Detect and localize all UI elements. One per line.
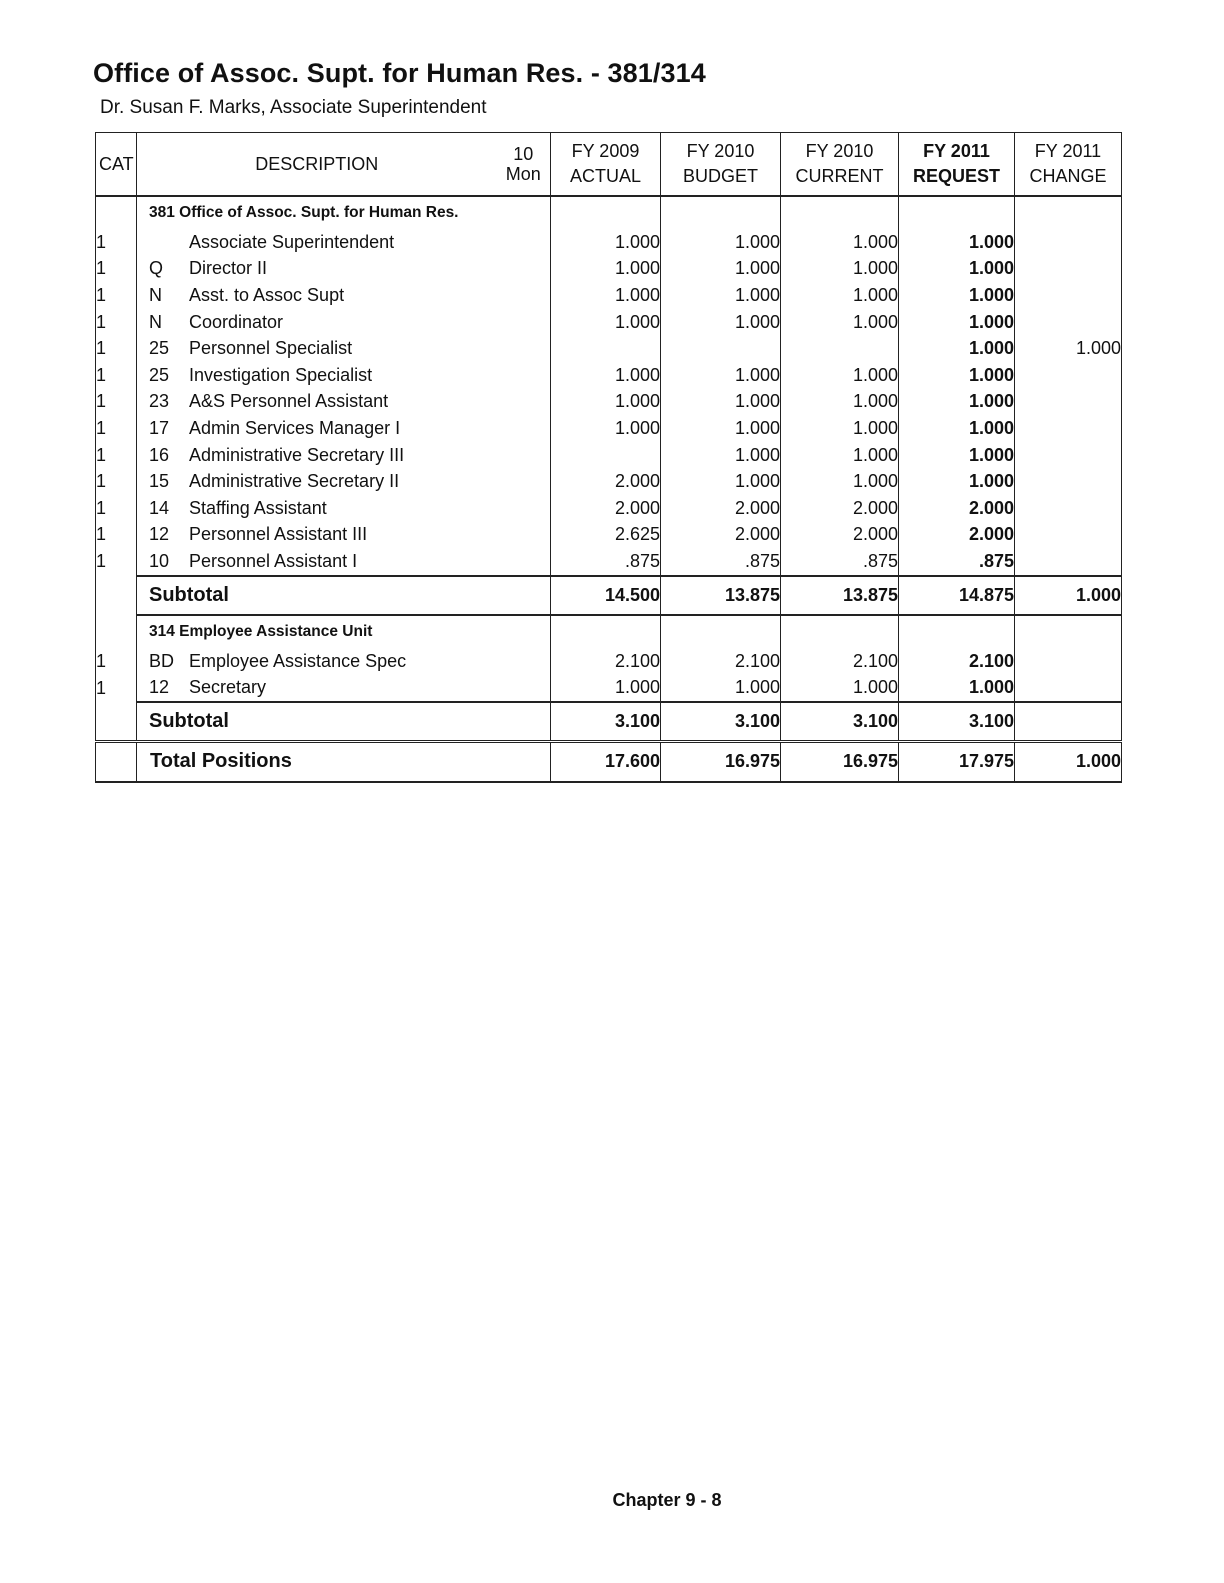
- cat-cell: 1: [96, 674, 137, 702]
- position-title: Employee Assistance Spec: [189, 650, 407, 671]
- page-title: Office of Assoc. Supt. for Human Res. - 381/314: [93, 58, 706, 88]
- total-label: Total Positions: [137, 741, 497, 782]
- empty-value-cell: [551, 615, 661, 648]
- position-description: [137, 548, 497, 576]
- grade-code: 10: [149, 550, 170, 571]
- cat-cell: 1: [96, 282, 137, 309]
- value-fy2011-request: 2.100: [899, 648, 1015, 675]
- value-fy2009: 1.000: [551, 362, 661, 389]
- cat-cell: 1: [96, 335, 137, 362]
- cat-cell: 1: [96, 389, 137, 416]
- position-title: Personnel Specialist: [189, 338, 353, 359]
- mon-cell: [497, 282, 551, 309]
- value-fy2010-budget: 1.000: [661, 442, 781, 469]
- subtotal-fy2009: 3.100: [551, 702, 661, 742]
- grade-code: 12: [149, 524, 170, 545]
- value-fy2010-current: 1.000: [781, 229, 899, 256]
- total-fy2009: 17.600: [551, 741, 661, 782]
- total-fy2010-budget: 16.975: [661, 741, 781, 782]
- empty-value-cell: [781, 615, 899, 648]
- mon-cell: [497, 615, 551, 648]
- position-description: [137, 389, 497, 416]
- position-row: [96, 282, 1122, 309]
- value-fy2011-change: [1015, 648, 1122, 675]
- value-fy2011-request: 1.000: [899, 415, 1015, 442]
- position-row: [96, 648, 1122, 675]
- empty-value-cell: [661, 196, 781, 229]
- cat-cell: 1: [96, 468, 137, 495]
- cat-cell: [96, 741, 137, 782]
- position-row: [96, 229, 1122, 256]
- mon-cell: [497, 548, 551, 576]
- position-title: Director II: [189, 258, 268, 279]
- position-row: [96, 522, 1122, 549]
- value-fy2010-current: 1.000: [781, 674, 899, 702]
- position-row: [96, 495, 1122, 522]
- value-fy2010-current: 1.000: [781, 362, 899, 389]
- mon-cell: [497, 256, 551, 283]
- position-title: Asst. to Assoc Supt: [189, 284, 345, 305]
- cat-cell: 1: [96, 362, 137, 389]
- value-fy2009: [551, 442, 661, 469]
- value-fy2010-current: 1.000: [781, 282, 899, 309]
- col-header-fy2009-actual: FY 2009 ACTUAL: [551, 133, 661, 197]
- position-description: [137, 468, 497, 495]
- mon-cell: [497, 362, 551, 389]
- cat-cell: [96, 615, 137, 648]
- position-title: Personnel Assistant III: [189, 524, 368, 545]
- subtotal-fy2010-budget: 3.100: [661, 702, 781, 742]
- value-fy2011-request: 1.000: [899, 674, 1015, 702]
- value-fy2009: 1.000: [551, 674, 661, 702]
- grade-code: Q: [149, 258, 164, 279]
- position-row: [96, 256, 1122, 283]
- mon-cell: [497, 674, 551, 702]
- mon-cell: [497, 442, 551, 469]
- total-fy2011-request: 17.975: [899, 741, 1015, 782]
- col-header-mon: 10 Mon: [497, 133, 551, 197]
- position-description: [137, 309, 497, 336]
- position-title: A&S Personnel Assistant: [189, 391, 389, 412]
- grade-code: 17: [149, 417, 170, 438]
- position-description: [137, 335, 497, 362]
- empty-value-cell: [661, 615, 781, 648]
- value-fy2010-current: 1.000: [781, 415, 899, 442]
- subtotal-fy2009: 14.500: [551, 576, 661, 615]
- grade-code: BD: [149, 650, 175, 671]
- value-fy2011-change: [1015, 674, 1122, 702]
- subtotal-fy2010-budget: 13.875: [661, 576, 781, 615]
- position-description: [137, 442, 497, 469]
- col-header-fy2010-budget: FY 2010 BUDGET: [661, 133, 781, 197]
- cat-cell: 1: [96, 256, 137, 283]
- value-fy2010-current: 2.000: [781, 495, 899, 522]
- cat-cell: [96, 576, 137, 615]
- value-fy2010-budget: 1.000: [661, 415, 781, 442]
- grade-code: 14: [149, 497, 170, 518]
- position-row: [96, 389, 1122, 416]
- value-fy2011-request: 1.000: [899, 282, 1015, 309]
- grade-code: N: [149, 284, 162, 305]
- position-title: Staffing Assistant: [189, 497, 327, 518]
- mon-cell: [497, 468, 551, 495]
- position-row: [96, 335, 1122, 362]
- section-heading-row: [96, 615, 1122, 648]
- total-row: [96, 741, 1122, 782]
- value-fy2010-budget: 1.000: [661, 229, 781, 256]
- value-fy2010-budget: 2.000: [661, 495, 781, 522]
- value-fy2011-request: 2.000: [899, 522, 1015, 549]
- cat-cell: 1: [96, 309, 137, 336]
- value-fy2011-request: 1.000: [899, 309, 1015, 336]
- cat-cell: [96, 196, 137, 229]
- subtotal-label: Subtotal: [137, 702, 497, 742]
- value-fy2010-current: 2.100: [781, 648, 899, 675]
- value-fy2011-change: [1015, 229, 1122, 256]
- position-row: [96, 674, 1122, 702]
- value-fy2010-budget: 1.000: [661, 674, 781, 702]
- value-fy2010-budget: [661, 335, 781, 362]
- value-fy2010-budget: 1.000: [661, 256, 781, 283]
- col-header-fy2011-change: FY 2011 CHANGE: [1015, 133, 1122, 197]
- mon-cell: [497, 702, 551, 742]
- value-fy2009: 2.000: [551, 495, 661, 522]
- value-fy2011-change: [1015, 442, 1122, 469]
- mon-cell: [497, 229, 551, 256]
- grade-code: 16: [149, 444, 170, 465]
- value-fy2009: 1.000: [551, 229, 661, 256]
- total-fy2011-change: 1.000: [1015, 741, 1122, 782]
- position-title: Investigation Specialist: [189, 364, 373, 385]
- positions-table: [95, 132, 1122, 783]
- subtotal-label: Subtotal: [137, 576, 497, 615]
- position-title: Administrative Secretary III: [189, 444, 405, 465]
- mon-cell: [497, 576, 551, 615]
- value-fy2011-change: [1015, 522, 1122, 549]
- position-description: [137, 495, 497, 522]
- value-fy2009: 2.000: [551, 468, 661, 495]
- empty-value-cell: [781, 196, 899, 229]
- value-fy2009: 2.100: [551, 648, 661, 675]
- subtotal-fy2011-request: 14.875: [899, 576, 1015, 615]
- cat-cell: 1: [96, 442, 137, 469]
- position-description: [137, 522, 497, 549]
- value-fy2010-budget: 1.000: [661, 362, 781, 389]
- value-fy2011-request: 1.000: [899, 362, 1015, 389]
- value-fy2010-budget: 1.000: [661, 468, 781, 495]
- value-fy2011-request: 1.000: [899, 468, 1015, 495]
- grade-code: 25: [149, 338, 170, 359]
- section-heading-row: [96, 196, 1122, 229]
- value-fy2011-change: [1015, 282, 1122, 309]
- value-fy2011-request: .875: [899, 548, 1015, 576]
- subtotal-fy2011-request: 3.100: [899, 702, 1015, 742]
- value-fy2010-current: .875: [781, 548, 899, 576]
- value-fy2010-budget: .875: [661, 548, 781, 576]
- position-row: [96, 362, 1122, 389]
- subtotal-row: [96, 576, 1122, 615]
- position-description: [137, 674, 497, 702]
- section-heading: 381 Office of Assoc. Supt. for Human Res.: [137, 196, 497, 229]
- cat-cell: 1: [96, 415, 137, 442]
- position-row: [96, 468, 1122, 495]
- value-fy2010-budget: 1.000: [661, 389, 781, 416]
- value-fy2009: .875: [551, 548, 661, 576]
- table-header-row: [96, 133, 1122, 197]
- value-fy2009: 1.000: [551, 389, 661, 416]
- position-description: [137, 229, 497, 256]
- value-fy2009: 2.625: [551, 522, 661, 549]
- value-fy2010-budget: 1.000: [661, 282, 781, 309]
- position-title: Admin Services Manager I: [189, 417, 401, 438]
- mon-cell: [497, 522, 551, 549]
- value-fy2011-request: 1.000: [899, 335, 1015, 362]
- position-title: Secretary: [189, 677, 267, 698]
- position-title: Personnel Assistant I: [189, 550, 358, 571]
- mon-cell: [497, 495, 551, 522]
- position-row: [96, 309, 1122, 336]
- value-fy2010-current: 1.000: [781, 256, 899, 283]
- value-fy2010-current: 1.000: [781, 442, 899, 469]
- value-fy2011-request: 1.000: [899, 229, 1015, 256]
- col-header-description: DESCRIPTION: [137, 133, 497, 197]
- position-title: Coordinator: [189, 311, 284, 332]
- value-fy2011-change: [1015, 548, 1122, 576]
- value-fy2009: 1.000: [551, 309, 661, 336]
- value-fy2010-current: 1.000: [781, 309, 899, 336]
- subtotal-fy2011-change: 1.000: [1015, 576, 1122, 615]
- value-fy2009: [551, 335, 661, 362]
- mon-cell: [497, 648, 551, 675]
- value-fy2010-budget: 1.000: [661, 309, 781, 336]
- empty-value-cell: [899, 615, 1015, 648]
- value-fy2011-request: 2.000: [899, 495, 1015, 522]
- cat-cell: [96, 702, 137, 742]
- cat-cell: 1: [96, 495, 137, 522]
- value-fy2011-change: [1015, 415, 1122, 442]
- cat-cell: 1: [96, 548, 137, 576]
- position-description: [137, 362, 497, 389]
- col-header-fy2011-request: FY 2011 REQUEST: [899, 133, 1015, 197]
- mon-cell: [497, 196, 551, 229]
- value-fy2011-change: [1015, 256, 1122, 283]
- mon-cell: [497, 415, 551, 442]
- position-title: Administrative Secretary II: [189, 471, 400, 492]
- value-fy2010-budget: 2.000: [661, 522, 781, 549]
- value-fy2011-change: [1015, 495, 1122, 522]
- subtotal-fy2010-current: 3.100: [781, 702, 899, 742]
- page-footer: Chapter 9 - 8: [612, 1490, 722, 1510]
- mon-cell: [497, 335, 551, 362]
- value-fy2009: 1.000: [551, 415, 661, 442]
- value-fy2010-current: 1.000: [781, 389, 899, 416]
- col-header-cat: CAT: [96, 133, 137, 197]
- value-fy2011-request: 1.000: [899, 442, 1015, 469]
- position-row: [96, 415, 1122, 442]
- subtotal-fy2010-current: 13.875: [781, 576, 899, 615]
- value-fy2010-budget: 2.100: [661, 648, 781, 675]
- value-fy2009: 1.000: [551, 282, 661, 309]
- position-title: Associate Superintendent: [189, 231, 395, 252]
- position-description: [137, 648, 497, 675]
- empty-value-cell: [1015, 615, 1122, 648]
- value-fy2011-change: 1.000: [1015, 335, 1122, 362]
- position-description: [137, 256, 497, 283]
- grade-code: 15: [149, 471, 170, 492]
- value-fy2010-current: 2.000: [781, 522, 899, 549]
- value-fy2011-request: 1.000: [899, 389, 1015, 416]
- value-fy2009: 1.000: [551, 256, 661, 283]
- value-fy2011-request: 1.000: [899, 256, 1015, 283]
- cat-cell: 1: [96, 648, 137, 675]
- empty-value-cell: [899, 196, 1015, 229]
- mon-cell: [497, 309, 551, 336]
- value-fy2010-current: [781, 335, 899, 362]
- position-description: [137, 282, 497, 309]
- value-fy2010-current: 1.000: [781, 468, 899, 495]
- value-fy2011-change: [1015, 389, 1122, 416]
- subtotal-fy2011-change: [1015, 702, 1122, 742]
- col-header-fy2010-current: FY 2010 CURRENT: [781, 133, 899, 197]
- position-row: [96, 442, 1122, 469]
- grade-code: 12: [149, 677, 170, 698]
- position-row: [96, 548, 1122, 576]
- grade-code: 23: [149, 391, 170, 412]
- section-heading: 314 Employee Assistance Unit: [137, 615, 497, 648]
- value-fy2011-change: [1015, 468, 1122, 495]
- empty-value-cell: [1015, 196, 1122, 229]
- subtotal-row: [96, 702, 1122, 742]
- cat-cell: 1: [96, 229, 137, 256]
- grade-code: N: [149, 311, 162, 332]
- value-fy2011-change: [1015, 309, 1122, 336]
- cat-cell: 1: [96, 522, 137, 549]
- value-fy2011-change: [1015, 362, 1122, 389]
- page-subtitle: Dr. Susan F. Marks, Associate Superintendent: [100, 97, 487, 118]
- total-fy2010-current: 16.975: [781, 741, 899, 782]
- grade-code: 25: [149, 364, 170, 385]
- mon-cell: [497, 389, 551, 416]
- empty-value-cell: [551, 196, 661, 229]
- mon-cell: [497, 741, 551, 782]
- position-description: [137, 415, 497, 442]
